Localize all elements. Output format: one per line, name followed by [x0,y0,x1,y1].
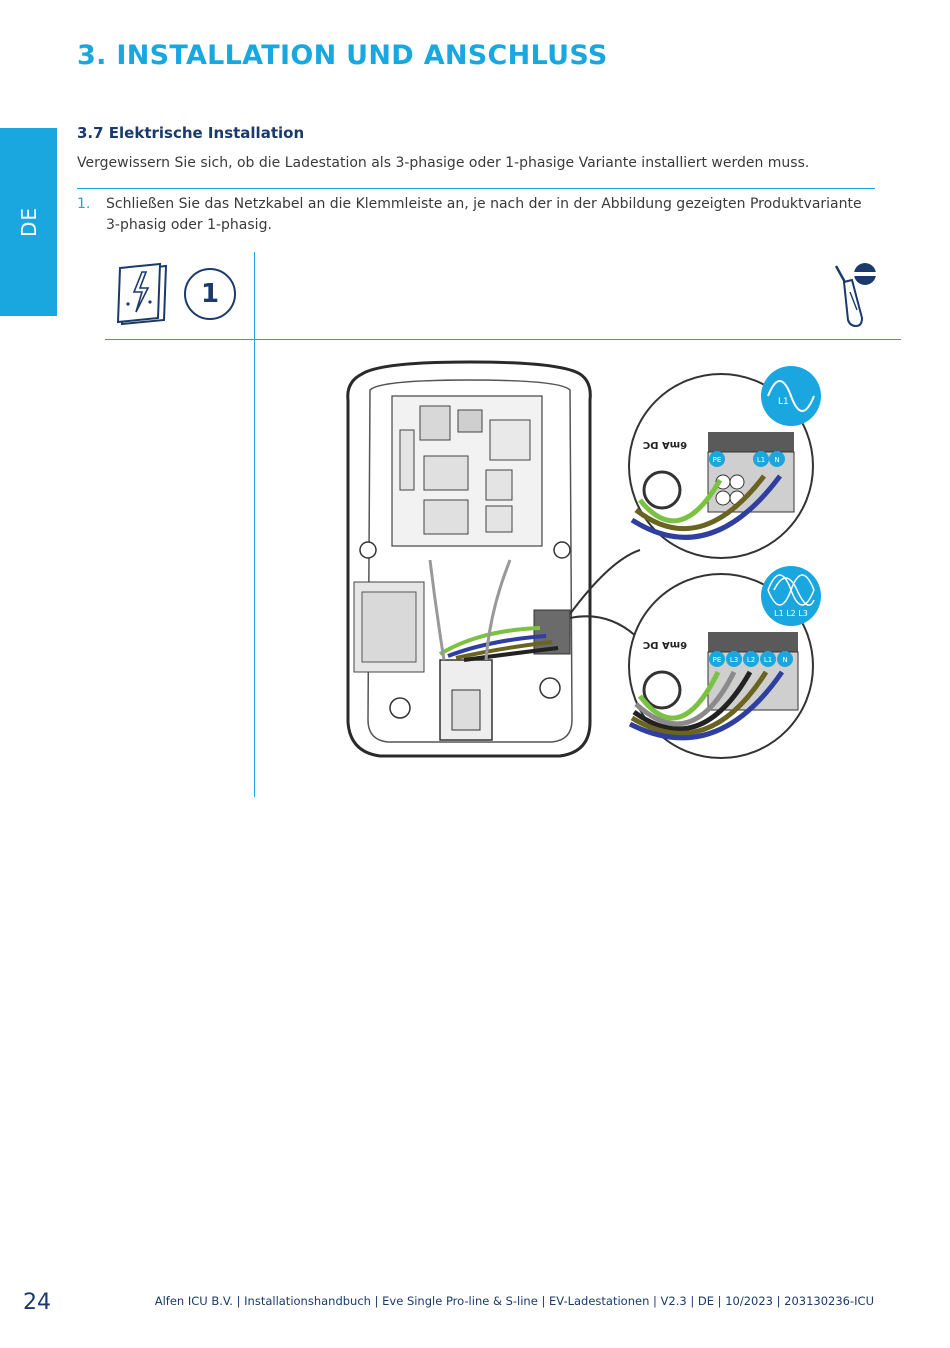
section-title: 3.7 Elektrische Installation [77,124,305,142]
divider [77,188,875,189]
step-box-divider [254,252,255,797]
three-phase-detail [629,566,821,758]
terminal-label: N [774,456,780,464]
language-tab [0,128,57,316]
module-label: 6mA DC [642,639,688,650]
step-badge: 1 [184,268,236,320]
footer-text: Alfen ICU B.V. | Installationshandbuch | Eve Single Pro-line & S-line | EV-Ladestationen | V2.3 | DE | 10/2023 | 203130236-ICU [154,1294,874,1308]
step-text: Schließen Sie das Netzkabel an die Klemmleiste an, je nach der in der Abbildung gezeigten Produktvariante 3-phasig oder 1-phasig. [106,196,862,233]
wave-label: L1 [778,397,789,407]
module-label: 6mA DC [642,439,688,450]
page-number: 24 [23,1290,51,1315]
chapter-title: 3. INSTALLATION UND ANSCHLUSS [77,40,608,71]
electrical-manual-icon [116,262,172,326]
terminal-label: L3 [729,656,739,664]
terminal-label: L1 [756,456,766,464]
intro-text: Vergewissern Sie sich, ob die Ladestation als 3-phasige oder 1-phasige Variante installiert werden muss. [77,155,810,171]
terminal-label: PE [712,656,722,664]
terminal-label: L2 [746,656,756,664]
charger-housing [348,362,591,756]
flat-screwdriver-icon [832,262,882,332]
step-number: 1. [77,196,91,212]
wiring-diagram [340,360,830,770]
terminal-label: PE [712,456,722,464]
language-tab-label: DE [16,206,41,238]
wave-label: L1 L2 L3 [774,609,808,618]
step-box-rule [105,339,901,340]
terminal-label: L1 [763,656,773,664]
single-phase-detail [629,366,821,558]
terminal-label: N [782,656,788,664]
